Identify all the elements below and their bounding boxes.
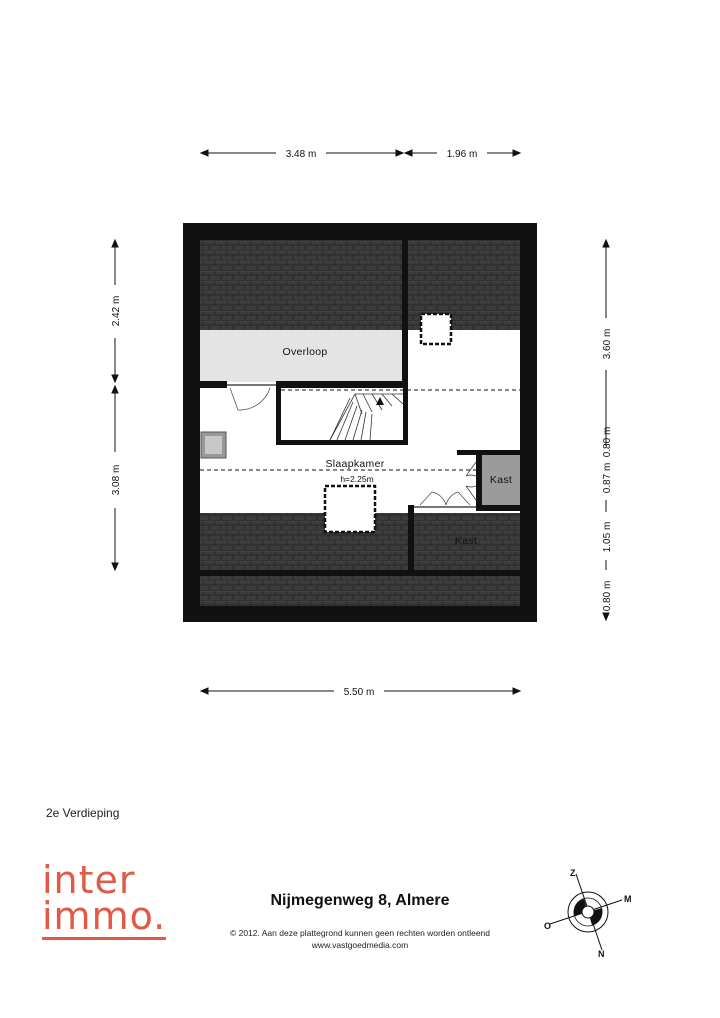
- website-text: www.vastgoedmedia.com: [311, 940, 409, 950]
- wall-stair-left: [276, 381, 281, 445]
- wall-vertical-upper: [402, 240, 408, 388]
- floor-label: 2e Verdieping: [46, 806, 120, 820]
- room-label-kast-upper: Kast: [489, 474, 513, 486]
- roof-tiles-top-left: [200, 240, 403, 330]
- dim-right-a: 3.60 m: [602, 328, 613, 360]
- compass-n: Z: [570, 868, 576, 878]
- radiator-inner: [205, 436, 222, 454]
- compass-s: N: [598, 949, 605, 959]
- wall-closet-side: [476, 455, 482, 507]
- dim-right-c: 0.87 m: [602, 462, 613, 494]
- dim-right-b: 0.80 m: [602, 426, 613, 458]
- room-label-slaapkamer: Slaapkamer: [325, 458, 385, 470]
- roof-tiles-strip: [200, 576, 520, 606]
- dim-right-d: 1.05 m: [602, 521, 613, 553]
- room-label-overloop: Overloop: [282, 346, 328, 358]
- roof-strip-divider: [200, 570, 520, 576]
- room-height-label: h=2.25m: [340, 474, 374, 484]
- wall-stair-right: [403, 381, 408, 445]
- wall-lower-closet-left: [408, 505, 414, 570]
- room-label-kast-lower: Kast: [454, 535, 478, 547]
- dim-left-lower: 3.08 m: [111, 464, 122, 496]
- dim-top-left: 3.48 m: [285, 149, 317, 160]
- compass-icon: [530, 862, 640, 962]
- logo-line-1: inter: [42, 858, 136, 902]
- wall-closet-bottom: [476, 505, 520, 511]
- dim-top-right: 1.96 m: [446, 149, 478, 160]
- skylight-bottom: [325, 486, 375, 532]
- skylight-top: [421, 314, 451, 344]
- wall-stair-bottom: [276, 440, 408, 445]
- dim-bottom: 5.50 m: [343, 687, 375, 698]
- compass-o: O: [544, 921, 552, 931]
- dim-left-upper: 2.42 m: [111, 295, 122, 327]
- wall-landing-left: [200, 381, 227, 388]
- logo-line-2: immo.: [42, 894, 167, 938]
- dimension-left: [112, 240, 118, 570]
- property-address: Nijmegenweg 8, Almere: [270, 892, 450, 909]
- wall-landing-right: [276, 381, 408, 388]
- copyright-text: © 2012. Aan deze plattegrond kunnen geen rechten worden ontleend: [229, 928, 491, 938]
- wall-closet-top: [457, 450, 520, 455]
- compass-m: M: [624, 894, 632, 904]
- copyright-block: [160, 927, 560, 951]
- dim-right-e: 0.80 m: [602, 580, 613, 612]
